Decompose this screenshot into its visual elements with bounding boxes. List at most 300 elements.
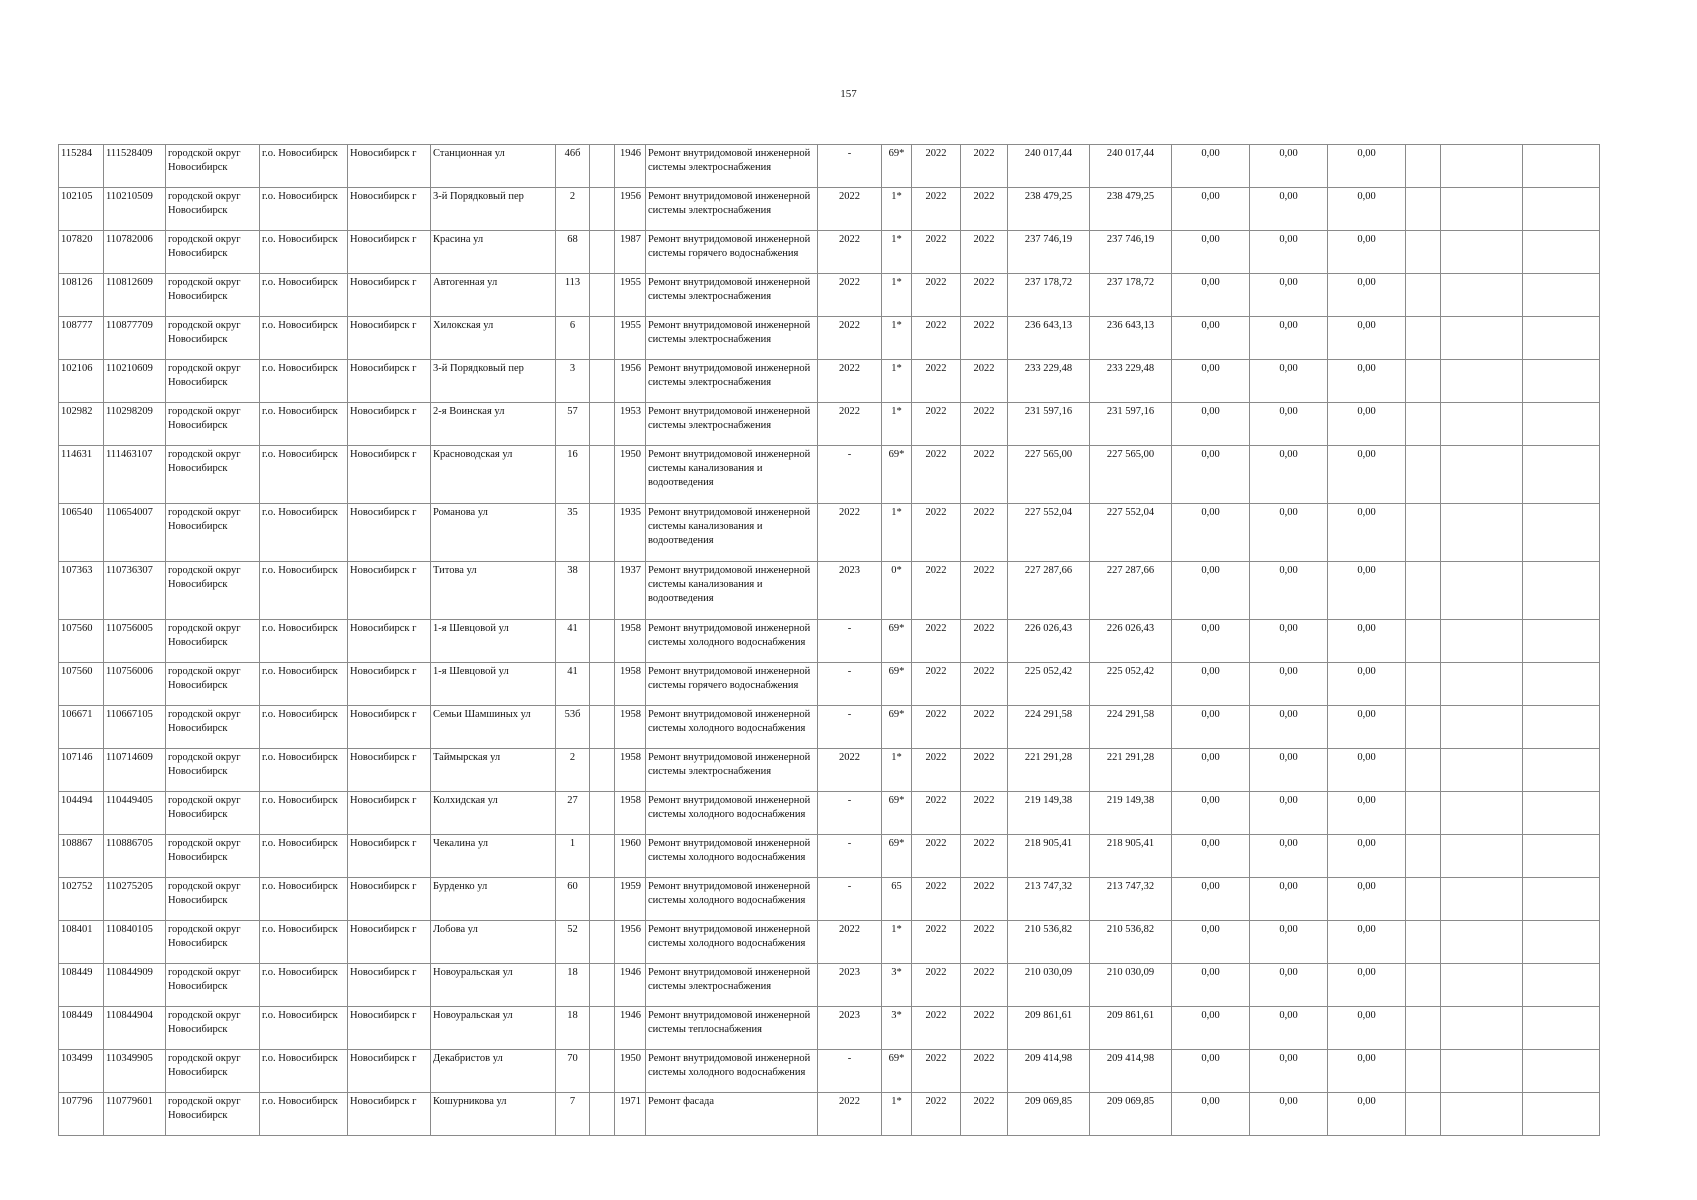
- cell-city: Новосибирск г: [348, 188, 431, 231]
- cell-start-year: 2022: [912, 145, 961, 188]
- cell-code: 110275205: [104, 878, 166, 921]
- cell-code: 111463107: [104, 446, 166, 504]
- cell-id: 106540: [59, 504, 104, 562]
- cell-total-cost: 233 229,48: [1008, 360, 1090, 403]
- cell-house: 18: [556, 964, 590, 1007]
- cell-city: Новосибирск г: [348, 792, 431, 835]
- cell-district: городской округ Новосибирск: [166, 792, 260, 835]
- cell-total-cost: 209 861,61: [1008, 1007, 1090, 1050]
- cell-id: 108401: [59, 921, 104, 964]
- cell-plan-year: -: [818, 792, 882, 835]
- cell-term: 3*: [882, 964, 912, 1007]
- cell-value-1: 0,00: [1172, 145, 1250, 188]
- cell-city: Новосибирск г: [348, 1007, 431, 1050]
- cell-empty: [1523, 360, 1600, 403]
- cell-value-1: 0,00: [1172, 878, 1250, 921]
- cell-house: 53б: [556, 706, 590, 749]
- cell-plan-year: 2022: [818, 1093, 882, 1136]
- cell-empty: [1523, 317, 1600, 360]
- cell-city: Новосибирск г: [348, 274, 431, 317]
- cell-value-3: 0,00: [1328, 835, 1406, 878]
- cell-plan-year: -: [818, 1050, 882, 1093]
- cell-value-3: 0,00: [1328, 504, 1406, 562]
- cell-empty: [1523, 446, 1600, 504]
- table-row: [59, 360, 1600, 403]
- cell-value-1: 0,00: [1172, 317, 1250, 360]
- cell-work: Ремонт внутридомовой инженерной системы холодного водоснабжения: [646, 1050, 818, 1093]
- cell-term: 1*: [882, 317, 912, 360]
- cell-value-3: 0,00: [1328, 446, 1406, 504]
- cell-street: 2-я Воинская ул: [431, 403, 556, 446]
- cell-value-2: 0,00: [1250, 446, 1328, 504]
- cell-id: 108449: [59, 964, 104, 1007]
- cell-value-1: 0,00: [1172, 562, 1250, 620]
- cell-start-year: 2022: [912, 1050, 961, 1093]
- cell-value-2: 0,00: [1250, 878, 1328, 921]
- cell-fund-cost: 237 746,19: [1090, 231, 1172, 274]
- cell-plan-year: 2022: [818, 749, 882, 792]
- cell-work: Ремонт внутридомовой инженерной системы холодного водоснабжения: [646, 620, 818, 663]
- cell-code: 110714609: [104, 749, 166, 792]
- cell-municipality: г.о. Новосибирск: [260, 446, 348, 504]
- cell-id: 108867: [59, 835, 104, 878]
- cell-city: Новосибирск г: [348, 921, 431, 964]
- cell-empty: [1523, 749, 1600, 792]
- cell-value-3: 0,00: [1328, 188, 1406, 231]
- cell-year: 1956: [615, 188, 646, 231]
- cell-year: 1971: [615, 1093, 646, 1136]
- cell-empty: [1441, 1007, 1523, 1050]
- cell-id: 108777: [59, 317, 104, 360]
- cell-municipality: г.о. Новосибирск: [260, 562, 348, 620]
- cell-empty: [1406, 231, 1441, 274]
- cell-end-year: 2022: [961, 1007, 1008, 1050]
- cell-district: городской округ Новосибирск: [166, 878, 260, 921]
- cell-id: 108449: [59, 1007, 104, 1050]
- cell-total-cost: 240 017,44: [1008, 145, 1090, 188]
- cell-id: 107820: [59, 231, 104, 274]
- cell-district: городской округ Новосибирск: [166, 145, 260, 188]
- cell-house: 6: [556, 317, 590, 360]
- cell-value-3: 0,00: [1328, 562, 1406, 620]
- cell-total-cost: 227 287,66: [1008, 562, 1090, 620]
- cell-city: Новосибирск г: [348, 620, 431, 663]
- cell-start-year: 2022: [912, 446, 961, 504]
- cell-empty: [1523, 706, 1600, 749]
- cell-value-2: 0,00: [1250, 620, 1328, 663]
- cell-street: Кошурникова ул: [431, 1093, 556, 1136]
- cell-house: 52: [556, 921, 590, 964]
- cell-municipality: г.о. Новосибирск: [260, 188, 348, 231]
- cell-plan-year: 2023: [818, 964, 882, 1007]
- cell-empty: [590, 403, 615, 446]
- cell-fund-cost: 210 536,82: [1090, 921, 1172, 964]
- cell-empty: [590, 504, 615, 562]
- cell-empty: [1406, 446, 1441, 504]
- cell-house: 38: [556, 562, 590, 620]
- cell-year: 1946: [615, 145, 646, 188]
- cell-plan-year: -: [818, 835, 882, 878]
- cell-municipality: г.о. Новосибирск: [260, 964, 348, 1007]
- cell-start-year: 2022: [912, 562, 961, 620]
- cell-municipality: г.о. Новосибирск: [260, 403, 348, 446]
- cell-district: городской округ Новосибирск: [166, 504, 260, 562]
- cell-value-3: 0,00: [1328, 360, 1406, 403]
- cell-id: 107560: [59, 663, 104, 706]
- cell-empty: [1406, 663, 1441, 706]
- cell-district: городской округ Новосибирск: [166, 706, 260, 749]
- cell-code: 110756006: [104, 663, 166, 706]
- cell-empty: [1523, 403, 1600, 446]
- table-row: [59, 620, 1600, 663]
- cell-street: Новоуральская ул: [431, 1007, 556, 1050]
- cell-street: Семьи Шамшиных ул: [431, 706, 556, 749]
- cell-value-3: 0,00: [1328, 403, 1406, 446]
- cell-empty: [1441, 1050, 1523, 1093]
- cell-work: Ремонт внутридомовой инженерной системы электроснабжения: [646, 360, 818, 403]
- cell-municipality: г.о. Новосибирск: [260, 620, 348, 663]
- cell-house: 46б: [556, 145, 590, 188]
- cell-city: Новосибирск г: [348, 504, 431, 562]
- cell-year: 1946: [615, 964, 646, 1007]
- cell-value-1: 0,00: [1172, 446, 1250, 504]
- cell-end-year: 2022: [961, 792, 1008, 835]
- cell-term: 69*: [882, 620, 912, 663]
- cell-start-year: 2022: [912, 620, 961, 663]
- cell-end-year: 2022: [961, 1093, 1008, 1136]
- cell-city: Новосибирск г: [348, 706, 431, 749]
- cell-municipality: г.о. Новосибирск: [260, 1050, 348, 1093]
- cell-year: 1958: [615, 663, 646, 706]
- cell-empty: [1406, 1007, 1441, 1050]
- cell-year: 1958: [615, 706, 646, 749]
- cell-work: Ремонт внутридомовой инженерной системы холодного водоснабжения: [646, 835, 818, 878]
- cell-code: 110449405: [104, 792, 166, 835]
- cell-code: 110756005: [104, 620, 166, 663]
- cell-value-2: 0,00: [1250, 317, 1328, 360]
- cell-municipality: г.о. Новосибирск: [260, 1093, 348, 1136]
- cell-district: городской округ Новосибирск: [166, 188, 260, 231]
- cell-empty: [1406, 145, 1441, 188]
- cell-city: Новосибирск г: [348, 878, 431, 921]
- cell-term: 69*: [882, 1050, 912, 1093]
- table-row: [59, 706, 1600, 749]
- cell-end-year: 2022: [961, 231, 1008, 274]
- cell-start-year: 2022: [912, 663, 961, 706]
- cell-empty: [1441, 317, 1523, 360]
- cell-term: 1*: [882, 749, 912, 792]
- cell-empty: [590, 188, 615, 231]
- cell-value-3: 0,00: [1328, 878, 1406, 921]
- cell-empty: [590, 274, 615, 317]
- registry-table: [58, 144, 1600, 1136]
- cell-value-1: 0,00: [1172, 1093, 1250, 1136]
- cell-empty: [1441, 964, 1523, 1007]
- cell-total-cost: 236 643,13: [1008, 317, 1090, 360]
- cell-start-year: 2022: [912, 188, 961, 231]
- cell-empty: [590, 231, 615, 274]
- cell-empty: [1441, 446, 1523, 504]
- cell-value-3: 0,00: [1328, 231, 1406, 274]
- cell-empty: [1406, 1050, 1441, 1093]
- cell-house: 16: [556, 446, 590, 504]
- cell-term: 1*: [882, 360, 912, 403]
- cell-value-3: 0,00: [1328, 620, 1406, 663]
- cell-city: Новосибирск г: [348, 1093, 431, 1136]
- cell-plan-year: -: [818, 878, 882, 921]
- cell-value-2: 0,00: [1250, 504, 1328, 562]
- cell-district: городской округ Новосибирск: [166, 360, 260, 403]
- cell-fund-cost: 227 552,04: [1090, 504, 1172, 562]
- cell-street: Автогенная ул: [431, 274, 556, 317]
- cell-total-cost: 227 552,04: [1008, 504, 1090, 562]
- cell-municipality: г.о. Новосибирск: [260, 706, 348, 749]
- cell-empty: [1441, 749, 1523, 792]
- cell-house: 41: [556, 620, 590, 663]
- cell-year: 1955: [615, 317, 646, 360]
- table-row: [59, 403, 1600, 446]
- cell-municipality: г.о. Новосибирск: [260, 317, 348, 360]
- cell-street: Новоуральская ул: [431, 964, 556, 1007]
- cell-work: Ремонт внутридомовой инженерной системы электроснабжения: [646, 964, 818, 1007]
- cell-value-3: 0,00: [1328, 1007, 1406, 1050]
- cell-start-year: 2022: [912, 749, 961, 792]
- cell-house: 60: [556, 878, 590, 921]
- cell-value-1: 0,00: [1172, 792, 1250, 835]
- cell-id: 107146: [59, 749, 104, 792]
- cell-end-year: 2022: [961, 1050, 1008, 1093]
- cell-value-2: 0,00: [1250, 274, 1328, 317]
- cell-code: 110886705: [104, 835, 166, 878]
- cell-work: Ремонт внутридомовой инженерной системы электроснабжения: [646, 274, 818, 317]
- cell-house: 2: [556, 188, 590, 231]
- cell-empty: [1406, 188, 1441, 231]
- cell-plan-year: 2023: [818, 562, 882, 620]
- cell-value-3: 0,00: [1328, 145, 1406, 188]
- cell-total-cost: 210 030,09: [1008, 964, 1090, 1007]
- cell-municipality: г.о. Новосибирск: [260, 792, 348, 835]
- cell-empty: [590, 835, 615, 878]
- cell-total-cost: 237 746,19: [1008, 231, 1090, 274]
- cell-code: 110782006: [104, 231, 166, 274]
- cell-start-year: 2022: [912, 964, 961, 1007]
- cell-year: 1950: [615, 446, 646, 504]
- cell-city: Новосибирск г: [348, 403, 431, 446]
- cell-term: 0*: [882, 562, 912, 620]
- table-row: [59, 562, 1600, 620]
- cell-value-2: 0,00: [1250, 231, 1328, 274]
- cell-plan-year: 2022: [818, 231, 882, 274]
- cell-code: 110877709: [104, 317, 166, 360]
- cell-empty: [1523, 835, 1600, 878]
- cell-year: 1946: [615, 1007, 646, 1050]
- cell-empty: [590, 446, 615, 504]
- cell-term: 1*: [882, 504, 912, 562]
- cell-work: Ремонт внутридомовой инженерной системы холодного водоснабжения: [646, 878, 818, 921]
- cell-empty: [590, 145, 615, 188]
- cell-year: 1958: [615, 620, 646, 663]
- cell-start-year: 2022: [912, 274, 961, 317]
- cell-work: Ремонт внутридомовой инженерной системы электроснабжения: [646, 749, 818, 792]
- cell-value-3: 0,00: [1328, 317, 1406, 360]
- cell-municipality: г.о. Новосибирск: [260, 663, 348, 706]
- cell-year: 1958: [615, 749, 646, 792]
- cell-year: 1955: [615, 274, 646, 317]
- cell-empty: [1523, 145, 1600, 188]
- cell-year: 1987: [615, 231, 646, 274]
- cell-value-3: 0,00: [1328, 792, 1406, 835]
- cell-total-cost: 210 536,82: [1008, 921, 1090, 964]
- cell-total-cost: 231 597,16: [1008, 403, 1090, 446]
- cell-value-1: 0,00: [1172, 188, 1250, 231]
- cell-code: 110210509: [104, 188, 166, 231]
- cell-year: 1935: [615, 504, 646, 562]
- cell-empty: [1523, 188, 1600, 231]
- cell-term: 1*: [882, 1093, 912, 1136]
- cell-empty: [1441, 663, 1523, 706]
- table-row: [59, 878, 1600, 921]
- cell-total-cost: 209 069,85: [1008, 1093, 1090, 1136]
- cell-value-2: 0,00: [1250, 921, 1328, 964]
- cell-district: городской округ Новосибирск: [166, 620, 260, 663]
- table-row: [59, 317, 1600, 360]
- cell-work: Ремонт внутридомовой инженерной системы электроснабжения: [646, 145, 818, 188]
- cell-value-2: 0,00: [1250, 1007, 1328, 1050]
- cell-total-cost: 218 905,41: [1008, 835, 1090, 878]
- cell-empty: [1523, 1007, 1600, 1050]
- cell-empty: [1406, 274, 1441, 317]
- cell-empty: [590, 706, 615, 749]
- cell-district: городской округ Новосибирск: [166, 231, 260, 274]
- cell-house: 68: [556, 231, 590, 274]
- cell-empty: [1406, 562, 1441, 620]
- cell-empty: [1406, 317, 1441, 360]
- cell-term: 3*: [882, 1007, 912, 1050]
- cell-house: 41: [556, 663, 590, 706]
- page-number: 157: [840, 88, 857, 100]
- cell-value-3: 0,00: [1328, 274, 1406, 317]
- cell-plan-year: 2022: [818, 403, 882, 446]
- cell-start-year: 2022: [912, 878, 961, 921]
- cell-term: 69*: [882, 706, 912, 749]
- cell-empty: [1441, 188, 1523, 231]
- cell-work: Ремонт внутридомовой инженерной системы горячего водоснабжения: [646, 231, 818, 274]
- cell-municipality: г.о. Новосибирск: [260, 878, 348, 921]
- cell-municipality: г.о. Новосибирск: [260, 749, 348, 792]
- cell-value-1: 0,00: [1172, 749, 1250, 792]
- cell-end-year: 2022: [961, 360, 1008, 403]
- cell-code: 110736307: [104, 562, 166, 620]
- cell-plan-year: 2022: [818, 504, 882, 562]
- cell-street: Романова ул: [431, 504, 556, 562]
- cell-code: 110667105: [104, 706, 166, 749]
- cell-fund-cost: 236 643,13: [1090, 317, 1172, 360]
- cell-plan-year: -: [818, 620, 882, 663]
- cell-id: 102106: [59, 360, 104, 403]
- cell-value-2: 0,00: [1250, 663, 1328, 706]
- cell-street: Бурденко ул: [431, 878, 556, 921]
- cell-id: 107363: [59, 562, 104, 620]
- cell-empty: [1406, 749, 1441, 792]
- table-row: [59, 749, 1600, 792]
- cell-plan-year: 2022: [818, 317, 882, 360]
- cell-district: городской округ Новосибирск: [166, 749, 260, 792]
- cell-id: 106671: [59, 706, 104, 749]
- cell-street: Колхидская ул: [431, 792, 556, 835]
- cell-end-year: 2022: [961, 921, 1008, 964]
- cell-work: Ремонт фасада: [646, 1093, 818, 1136]
- cell-street: Таймырская ул: [431, 749, 556, 792]
- cell-work: Ремонт внутридомовой инженерной системы канализования и водоотведения: [646, 504, 818, 562]
- cell-value-1: 0,00: [1172, 706, 1250, 749]
- cell-fund-cost: 210 030,09: [1090, 964, 1172, 1007]
- cell-end-year: 2022: [961, 964, 1008, 1007]
- cell-empty: [1441, 562, 1523, 620]
- cell-empty: [1523, 562, 1600, 620]
- cell-house: 57: [556, 403, 590, 446]
- cell-total-cost: 226 026,43: [1008, 620, 1090, 663]
- cell-plan-year: -: [818, 446, 882, 504]
- cell-code: 111528409: [104, 145, 166, 188]
- cell-value-1: 0,00: [1172, 620, 1250, 663]
- cell-empty: [590, 792, 615, 835]
- cell-value-1: 0,00: [1172, 964, 1250, 1007]
- cell-total-cost: 224 291,58: [1008, 706, 1090, 749]
- cell-house: 2: [556, 749, 590, 792]
- cell-empty: [1406, 620, 1441, 663]
- cell-plan-year: -: [818, 706, 882, 749]
- cell-city: Новосибирск г: [348, 663, 431, 706]
- cell-fund-cost: 227 565,00: [1090, 446, 1172, 504]
- cell-empty: [1441, 403, 1523, 446]
- cell-value-2: 0,00: [1250, 964, 1328, 1007]
- cell-value-2: 0,00: [1250, 360, 1328, 403]
- table-row: [59, 835, 1600, 878]
- cell-empty: [1441, 145, 1523, 188]
- cell-empty: [590, 749, 615, 792]
- cell-fund-cost: 221 291,28: [1090, 749, 1172, 792]
- cell-municipality: г.о. Новосибирск: [260, 835, 348, 878]
- cell-work: Ремонт внутридомовой инженерной системы холодного водоснабжения: [646, 921, 818, 964]
- cell-city: Новосибирск г: [348, 1050, 431, 1093]
- cell-code: 110349905: [104, 1050, 166, 1093]
- cell-start-year: 2022: [912, 706, 961, 749]
- cell-district: городской округ Новосибирск: [166, 446, 260, 504]
- cell-end-year: 2022: [961, 835, 1008, 878]
- cell-empty: [1406, 921, 1441, 964]
- cell-fund-cost: 219 149,38: [1090, 792, 1172, 835]
- cell-value-2: 0,00: [1250, 1093, 1328, 1136]
- cell-value-3: 0,00: [1328, 921, 1406, 964]
- cell-city: Новосибирск г: [348, 562, 431, 620]
- cell-district: городской округ Новосибирск: [166, 921, 260, 964]
- cell-empty: [1523, 663, 1600, 706]
- cell-value-2: 0,00: [1250, 706, 1328, 749]
- table-row: [59, 1007, 1600, 1050]
- cell-street: Станционная ул: [431, 145, 556, 188]
- cell-id: 103499: [59, 1050, 104, 1093]
- cell-work: Ремонт внутридомовой инженерной системы горячего водоснабжения: [646, 663, 818, 706]
- cell-district: городской округ Новосибирск: [166, 1007, 260, 1050]
- cell-term: 69*: [882, 835, 912, 878]
- cell-total-cost: 213 747,32: [1008, 878, 1090, 921]
- cell-work: Ремонт внутридомовой инженерной системы канализования и водоотведения: [646, 562, 818, 620]
- cell-house: 7: [556, 1093, 590, 1136]
- cell-term: 65: [882, 878, 912, 921]
- cell-term: 69*: [882, 792, 912, 835]
- cell-plan-year: 2022: [818, 188, 882, 231]
- cell-empty: [1406, 792, 1441, 835]
